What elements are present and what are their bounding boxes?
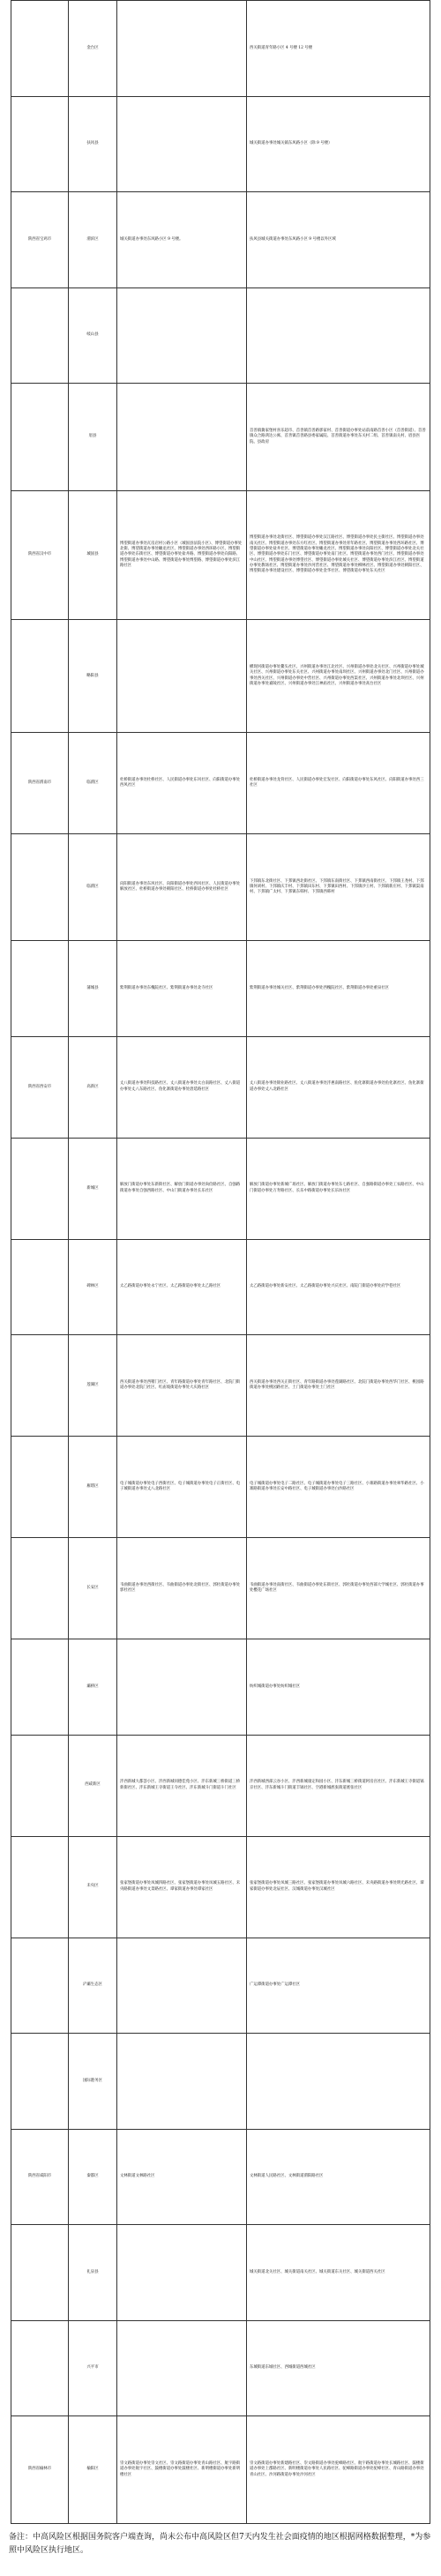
high-risk-cell xyxy=(117,2034,247,2130)
city-cell: 陕西省咸阳市 xyxy=(11,2129,69,2225)
county-cell: 新城区 xyxy=(69,1138,117,1239)
high-risk-cell: 张家堡街道办事处凤城四路社区、张家堡街道办事处凤城五路社区、未央路街道办事处文景路社区、谭家街道办事处谭家社区 xyxy=(117,1836,247,1938)
high-risk-cell: 城关街道办事处东风路小区 9 号楼。 xyxy=(117,192,247,288)
high-risk-cell: 丈八街道办事处科技路社区、丈八街道办事处太白南路社区、丈八街道办事处丈八东路社区、鱼化寨街道办事处唐延路社区 xyxy=(117,1036,247,1138)
mid-risk-cell: 沣西新城西部云谷小区、沣西新城康定和园小区、沣东新城三桥街道阿房宫社区、沣东新城王寺街道镐京社区、沣东新城斗门街道丰镐社区、空港新城底张街道底张社区 xyxy=(247,1735,430,1836)
high-risk-cell: 向阳街道办事处东风社区、向阳街道办事处西风社区、人民街道办事处解放社区、杜桥街道办事处朝阳社区、杜桥街道办事处杜桥社区 xyxy=(117,834,247,941)
city-cell xyxy=(11,1437,69,1538)
high-risk-cell xyxy=(117,1938,247,2034)
table-row xyxy=(11,2320,430,2416)
city-cell xyxy=(11,1239,69,1335)
city-cell xyxy=(11,1538,69,1639)
county-cell: 渭滨区 xyxy=(69,192,117,288)
city-cell xyxy=(11,2034,69,2130)
city-cell: 陕西省渭南市 xyxy=(11,733,69,834)
mid-risk-cell: 紫荆街道办事处城关社区、紫荆街道办事处西槐院社区、紫荆街道办事处重泉社区 xyxy=(247,941,430,1037)
city-cell: 陕西省宝鸡市 xyxy=(11,192,69,288)
county-cell: 金台区 xyxy=(69,1,117,97)
county-cell: 略阳县 xyxy=(69,620,117,733)
mid-risk-cell xyxy=(247,2034,430,2130)
city-cell xyxy=(11,620,69,733)
city-cell xyxy=(11,384,69,490)
county-cell: 礼泉县 xyxy=(69,2225,117,2321)
county-cell: 灞桥区 xyxy=(69,1639,117,1736)
mid-risk-cell: 东城街道东城社区、西城街道西城社区 xyxy=(247,2320,430,2416)
table-row xyxy=(11,1938,430,2034)
high-risk-cell xyxy=(117,287,247,384)
high-risk-cell: 西关街道办事处西稍门社区、青年路街道办事处青年路社区、北院门街道办事处北院门社区、红庙坡街道办事处大庆路社区 xyxy=(117,1335,247,1437)
table-row xyxy=(11,2225,430,2321)
table-row xyxy=(11,384,430,490)
city-cell: 陕西省西安市 xyxy=(11,1036,69,1138)
table-body xyxy=(11,1,430,2524)
mid-risk-cell: 横现河街道办事处鳌头社区、兴州街道办事处江北社区、兴州街道办事处北关社区、兴州街道办事处城关社区、兴州街道办事处东关社区、兴州街道办事处南坝社区、兴州街道办事处北门社区、兴州街道办事处西关社区、兴州街道办事处中营社区、兴州街道办事处西渠社区、兴州街道办事处北坝社区、兴州街道办事处嘉陵社区、兴州街道办事处江神庙社区、兴州街道办事处高台社区 xyxy=(247,620,430,733)
county-cell: 国际港务区 xyxy=(69,2034,117,2130)
table-row xyxy=(11,1,430,97)
table-row xyxy=(11,733,430,834)
table-row xyxy=(11,1138,430,1239)
high-risk-cell xyxy=(117,96,247,192)
table-row xyxy=(11,620,430,733)
county-cell: 扶风县 xyxy=(69,96,117,192)
high-risk-cell xyxy=(117,2320,247,2416)
city-cell xyxy=(11,1938,69,2034)
mid-risk-cell: 广运潭街道办事处广运潭社区 xyxy=(247,1938,430,2034)
city-cell xyxy=(11,287,69,384)
mid-risk-cell: 下邽镇东北街社区、下邽镇西北街社区、下邽镇东南街社区、下邽镇西南街社区、下邽镇王尧村、下邽镇何刘村、下邽镇庆丰村、下邽镇田东村、下邽镇田西村、下邽镇沙王村、下邽镇新庄村、下邽镇渠南村、下邽镇广太村、下邽镇东韩村、下邽镇西韩村 xyxy=(247,834,430,941)
county-cell: 未央区 xyxy=(69,1836,117,1938)
table-row xyxy=(11,1538,430,1639)
table-row xyxy=(11,1437,430,1538)
table-row xyxy=(11,1335,430,1437)
table-row xyxy=(11,834,430,941)
table-row xyxy=(11,2034,430,2130)
high-risk-cell xyxy=(117,384,247,490)
table-row xyxy=(11,1036,430,1138)
high-risk-cell: 解放门街道办事处东新街社区、解放门街道办事处尚俭路社区、自强路街道办事处自强西路社区、中山门街道办事处长乐社区 xyxy=(117,1138,247,1239)
mid-risk-cell: 杜桥街道办事处龙背社区、人民街道办事处宏发社区、向阳街道办事处东风社区、向阳街道办事处西三社区 xyxy=(247,733,430,834)
county-cell: 西咸新区 xyxy=(69,1735,117,1836)
high-risk-cell: 崇文路街道办事处崇文社区、崇文路街道办事处青山路社区、航宇路街道办事处航宇社区、鼓楼街道办事处鼓楼社区、新明楼街道办事处新明楼社区 xyxy=(117,2416,247,2523)
city-cell xyxy=(11,941,69,1037)
city-cell xyxy=(11,1735,69,1836)
mid-risk-cell: 张家堡街道办事处凤城三路社区、张家堡街道办事处凤城六路社区、未央路街道办事处明光路社区、谭家街道办事处北辰社区、汉城街道办事处汉城社区 xyxy=(247,1836,430,1938)
mid-risk-cell: 西关街道办事处西关正街社区、青年路街道办事处莲湖路社区、北院门街道办事处西华门社区、桃园路街道办事处桃园路社区、土门街道办事处土门社区 xyxy=(247,1335,430,1437)
mid-risk-cell: 城关街道办事处城关镇东风路小区（除 9 号楼） xyxy=(247,96,430,192)
mid-risk-cell: 韦曲街道办事处南街社区、韦曲街道办事处东街社区、郭杜街道办事处西部大学城社区、郭杜街道办事处樱花广场社区 xyxy=(247,1538,430,1639)
city-cell xyxy=(11,1,69,97)
county-cell: 临渭区 xyxy=(69,733,117,834)
high-risk-cell: 文林街道文林路社区 xyxy=(117,2129,247,2225)
mid-risk-cell: 崇文路街道办事处新建路社区、崇文路街道办事处驼峰路社区、航宇路街道办事处长城路社区、鼓楼街道办事处上郡路社区、新明楼街道办事处人民路社区、驼峰路街道办事处驼峰社区、青山路街道办事处青山社区、沙河路街道办事处沙河社区 xyxy=(247,2416,430,2523)
mid-risk-cell xyxy=(247,287,430,384)
county-cell: 兴平市 xyxy=(69,2320,117,2416)
county-cell: 浐灞生态区 xyxy=(69,1938,117,2034)
city-cell xyxy=(11,1335,69,1437)
table-row xyxy=(11,287,430,384)
high-risk-cell xyxy=(117,1639,247,1736)
table-row xyxy=(11,490,430,620)
county-cell: 莲湖区 xyxy=(69,1335,117,1437)
county-cell: 碑林区 xyxy=(69,1239,117,1335)
county-cell: 城固县 xyxy=(69,490,117,620)
high-risk-cell: 博望街道办事处瓦房店村公路小区（城固县法院小区）、博望街道办事处北街、博望街道办事处蟠龙社区、博望街道办事处西环路小区、博望街道办事处东街社区、博望街道办事处盐井路、博望街道办事处向阳路、博望街道办事处中山路、博望街道办事处博望路、博望街道办事处滨江路社区 xyxy=(117,490,247,620)
table-row xyxy=(11,1836,430,1938)
high-risk-cell: 电子城街道办事处电子西街社区、电子城街道办事处电子正街社区、电子城街道办事处丈八北路社区 xyxy=(117,1437,247,1538)
high-risk-cell: 韦曲街道办事处西街社区、韦曲街道办事处北街社区、郭杜街道办事处郭杜社区 xyxy=(117,1538,247,1639)
county-cell: 榆阳区 xyxy=(69,2416,117,2523)
mid-risk-cell: 文林街道人民路社区、文林街道渭阳路社区 xyxy=(247,2129,430,2225)
city-cell xyxy=(11,2225,69,2321)
county-cell: 长安区 xyxy=(69,1538,117,1639)
city-cell xyxy=(11,1138,69,1239)
mid-risk-cell: 西关街道青年路小区 4 号楼 12 号楼 xyxy=(247,1,430,97)
city-cell xyxy=(11,96,69,192)
high-risk-cell xyxy=(117,620,247,733)
mid-risk-cell: 丈八街道办事处锦业路社区、丈八街道办事处沣惠南路社区、鱼化寨街道办事处鱼化寨社区、鱼化寨街道办事处丈八北路社区 xyxy=(247,1036,430,1138)
county-cell: 秦都区 xyxy=(69,2129,117,2225)
table-row xyxy=(11,2129,430,2225)
high-risk-cell xyxy=(117,1,247,97)
county-cell: 蒲城县 xyxy=(69,941,117,1037)
county-cell: 雁塔区 xyxy=(69,1437,117,1538)
mid-risk-cell: 扶风县城关街道办事处东风路小区 9 号楼以外区域 xyxy=(247,192,430,288)
city-cell: 陕西省汉中市 xyxy=(11,490,69,620)
table-row xyxy=(11,941,430,1037)
mid-risk-cell: 解放门街道办事处新城广场社区、解放门街道办事处东七路社区、自强路街道办事处工农路社区、中山门街道办事处万寿路社区、长乐中路街道办事处长乐坊社区 xyxy=(247,1138,430,1239)
city-cell xyxy=(11,834,69,941)
mid-risk-cell: 太乙路街道办事处新安社区、太乙路街道办事处兴庆社区、南院门街道办事处府学巷社区 xyxy=(247,1239,430,1335)
risk-area-table xyxy=(11,0,430,2524)
city-cell xyxy=(11,2320,69,2416)
county-cell: 眉县 xyxy=(69,384,117,490)
county-cell: 高新区 xyxy=(69,1036,117,1138)
high-risk-cell: 太乙路街道办事处永宁社区、太乙路街道办事处太乙路社区 xyxy=(117,1239,247,1335)
city-cell xyxy=(11,1639,69,1736)
table-row xyxy=(11,1239,430,1335)
mid-risk-cell: 电子城街道办事处电子二路社区、电子城街道办事处电子三路社区、小寨路街道办事处翠华路社区、小寨路街道办事处长安中路社区、电子城街道办事处白沙路社区 xyxy=(247,1437,430,1538)
table-row xyxy=(11,96,430,192)
high-risk-cell xyxy=(117,2225,247,2321)
table-row xyxy=(11,192,430,288)
table-row xyxy=(11,1735,430,1836)
city-cell: 陕西省榆林市 xyxy=(11,2416,69,2523)
mid-risk-cell: 博望街道办事处北街社区、博望街道办事处汉江路社区、博望街道办事处民主街社区、博望街道办事处南关社区、博望街道办事处东方红社区、博望街道办事处青年路社区、博望街道办事处西环路社区、博望街道办事处盐井社区、博望街道办事处蟠龙社区、博望街道办事处向阳社区、博望街道办事处北关社区、博望街道办事处东门社区、博望街道办事处南门社区、博望街道办事处西门社区、博望街道办事处中山社区、博望街道办事处博望社区、博望街道办事处城关社区、博望街道办事处滨江社区、博望街道办事处教场社区、博望街道办事处沙河营社区、博望街道办事处柳林社区、博望街道办事处朝阳社区、博望街道办事处建设社区、博望街道办事处金华社区、博望街道办事处东关社区 xyxy=(247,490,430,620)
high-risk-cell: 杜桥街道办事处杜桥社区、人民街道办事处东风社区、向阳街道办事处西风社区 xyxy=(117,733,247,834)
high-risk-cell: 紫荆街道办事处东槐院社区、紫荆街道办事处北寺社区 xyxy=(117,941,247,1037)
mid-risk-cell: 纺织城街道办事处纺织城社区 xyxy=(247,1639,430,1736)
county-cell: 临渭区 xyxy=(69,834,117,941)
table-row xyxy=(11,2416,430,2523)
mid-risk-cell: 城关街道北关社区、城关街道南关社区、城关街道东关社区、城关街道西关社区 xyxy=(247,2225,430,2321)
mid-risk-cell: 首善镇冀家堡村喜乐超市、首善镇首善路郭家村、首善街道办事处站前南路首善小区（首善街道）、首善镇众合路鸿达公寓、首善镇首善路县委家属院、首善街道办事处东关村二组、首善镇南关村、眉县医院、县政府 xyxy=(247,384,430,490)
high-risk-cell: 沣西新城大都荟小区、沣西新城同德佳苑小区、沣东新城三桥街道三桥新街社区、沣东新城王寺街道王寺社区、沣东新城斗门街道斗门社区 xyxy=(117,1735,247,1836)
table-row xyxy=(11,1639,430,1736)
table-note: 备注：中高风险区根据国务院客户端查询，尚未公布中高风险区但7天内发生社会面疫情的地区根据网格数据整理，*为参照中风险区执行地区。 xyxy=(9,2533,431,2556)
city-cell xyxy=(11,1836,69,1938)
county-cell: 岐山县 xyxy=(69,287,117,384)
